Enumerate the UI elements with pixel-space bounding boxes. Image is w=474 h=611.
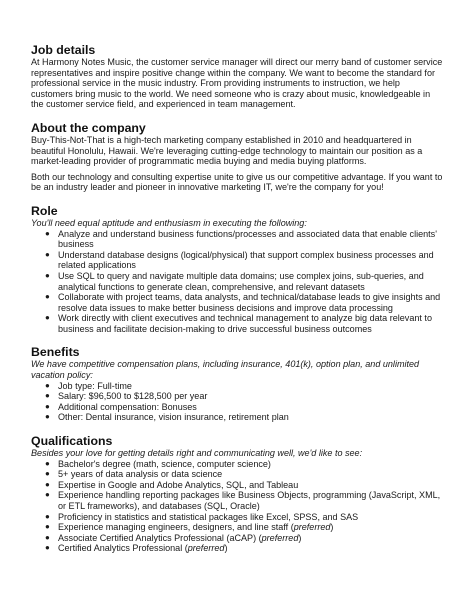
benefits-intro: We have competitive compensation plans, including insurance, 401(k), option plan, and unlimited vacation policy: <box>31 359 420 381</box>
about-paragraph-1: Buy-This-Not-That is a high-tech marketing company established in 2010 and headquartered in beautiful Honolulu, Hawaii. We're leveraging cutting-edge technology to maintain our position as a market-leading provider of programmatic media buying and media buying platforms. <box>31 134 423 167</box>
list-item: ● Analyze and understand business functions/processes and associated data that enable clients' business <box>45 228 437 250</box>
qualifications-heading: Qualifications <box>31 434 113 449</box>
bullet-icon: ● <box>45 469 50 479</box>
bullet-icon: ● <box>45 412 50 422</box>
preferred-tag: preferred <box>293 522 331 533</box>
bullet-icon: ● <box>45 313 50 323</box>
list-item: ● Collaborate with project teams, data analysts, and technical/database leads to give insights and resolve data issues to make better business decisions and improve data processing <box>45 292 441 313</box>
job-details-section <box>31 43 443 110</box>
bullet-icon: ● <box>45 391 50 401</box>
bullet-icon: ● <box>45 249 50 259</box>
list-item: ● Salary: $96,500 to $128,500 per year <box>45 391 208 402</box>
role-intro: You'll need equal aptitude and enthusiasm in executing the following: <box>31 217 307 228</box>
bullet-icon: ● <box>45 522 50 532</box>
bullet-icon: ● <box>45 511 50 521</box>
role-list <box>31 229 443 335</box>
bullet-icon: ● <box>45 543 50 553</box>
bullet-icon: ● <box>45 490 50 500</box>
about-heading: About the company <box>31 120 146 135</box>
list-item: ● Job type: Full-time <box>45 380 132 391</box>
list-item: ● Understand database designs (logical/physical) that support complex business processes and related applications <box>45 249 434 271</box>
qualifications-section <box>31 434 443 554</box>
bullet-icon: ● <box>45 228 50 238</box>
list-item: ● Additional compensation: Bonuses <box>45 401 197 412</box>
bullet-icon: ● <box>45 479 50 489</box>
benefits-section <box>31 345 443 423</box>
list-item: ● 5+ years of data analysis or data science <box>45 469 223 480</box>
list-item: ● Experience handling reporting packages like Business Objects, programming (JavaScript, XML, or ETL frameworks), and databases (SQL, Oracle) <box>45 490 441 511</box>
bullet-icon: ● <box>45 380 50 390</box>
benefits-list <box>31 381 443 423</box>
role-section <box>31 204 443 335</box>
bullet-icon: ● <box>45 270 50 280</box>
list-item: ● Bachelor's degree (math, science, computer science) <box>45 458 271 469</box>
job-details-heading: Job details <box>31 43 96 57</box>
list-item: ● Certified Analytics Professional (preferred) <box>45 543 228 554</box>
bullet-icon: ● <box>45 458 50 468</box>
preferred-tag: preferred <box>261 532 299 543</box>
benefits-heading: Benefits <box>31 345 80 360</box>
bullet-icon: ● <box>45 401 50 411</box>
about-paragraph-2: Both our technology and consulting expertise unite to give us our competitive advantage. If you want to be an industry leader and pioneer in innovative marketing IT, we're the company for you! <box>31 171 443 193</box>
qualifications-intro: Besides your love for getting details right and communicating well, we'd like to see: <box>31 448 363 459</box>
job-details-body: At Harmony Notes Music, the customer service manager will direct our merry band of customer service representatives and inspire positive change within the company. We want to become the standard for professional service in the music industry. From providing instruments to instruction, we help customers bring music to the world. We need someone who is crazy about music, knowledgeable in the customer service field, and experienced in team management. <box>31 57 443 110</box>
qualifications-list <box>31 459 443 554</box>
bullet-icon: ● <box>45 292 50 302</box>
list-item: ● Use SQL to query and navigate multiple data domains; use complex joins, sub-queries, and analytical functions to generate clean, comprehensive, and relevant datasets <box>45 270 424 292</box>
bullet-icon: ● <box>45 532 50 542</box>
list-item: ● Experience managing engineers, designers, and line staff (preferred) <box>45 522 334 533</box>
list-item: ● Other: Dental insurance, vision insurance, retirement plan <box>45 412 289 423</box>
preferred-tag: preferred <box>187 543 225 554</box>
role-heading: Role <box>31 203 58 218</box>
about-section <box>31 121 443 193</box>
list-item: ● Proficiency in statistics and statistical packages like Excel, SPSS, and SAS <box>45 511 359 522</box>
list-item: ● Expertise in Google and Adobe Analytics, SQL, and Tableau <box>45 479 299 490</box>
list-item: ● Work directly with client executives and technical management to analyze big data relevant to business and facilitate decision-making to drive successful business outcomes <box>45 313 432 334</box>
list-item: ● Associate Certified Analytics Professional (aCAP) (preferred) <box>45 532 302 543</box>
